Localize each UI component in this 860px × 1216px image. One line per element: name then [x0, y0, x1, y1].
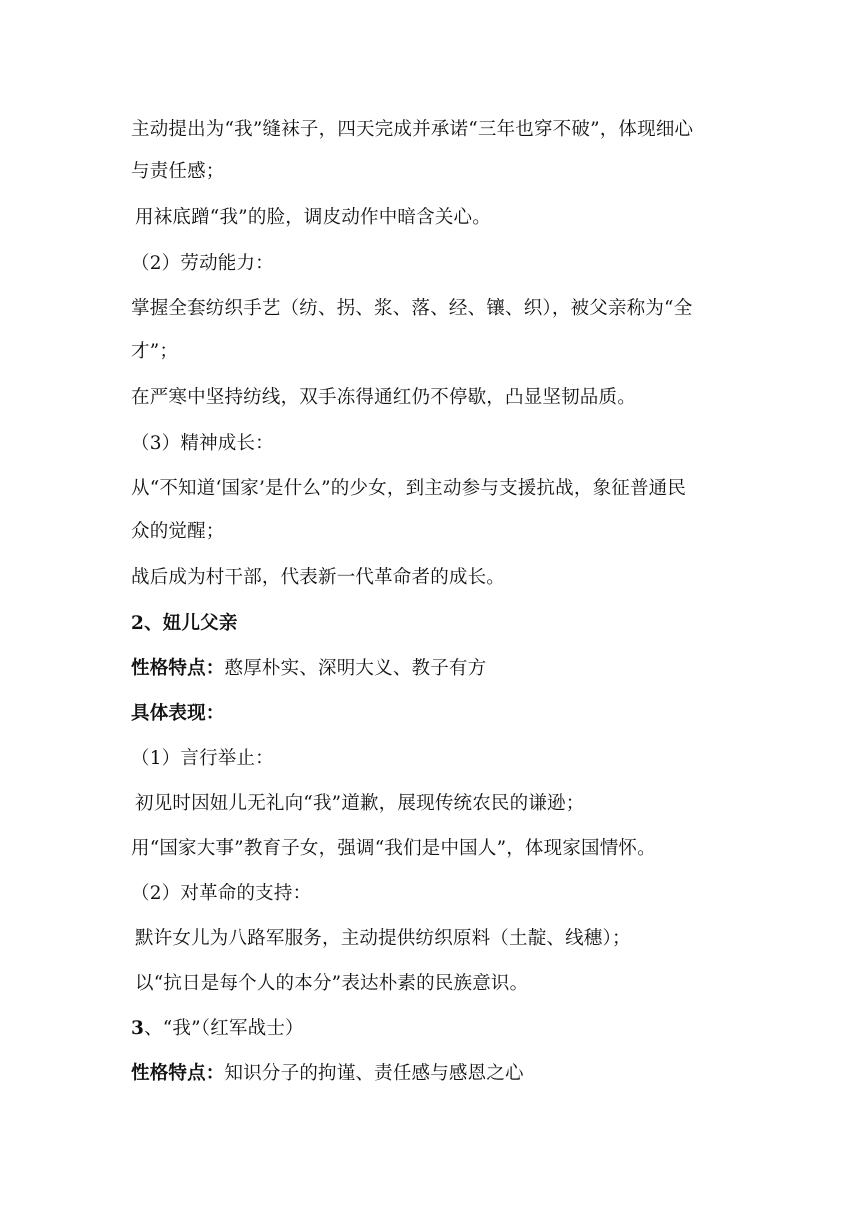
- subheading: （3）精神成长：: [131, 433, 274, 454]
- traits-line: [131, 656, 486, 682]
- section-title: 、“我”（红军战士）: [144, 1018, 304, 1039]
- paragraph-line: 从“不知道‘国家’是什么”的少女，到主动参与支援抗战，象征普通民: [131, 478, 687, 499]
- subheading: （1）言行举止：: [131, 748, 274, 769]
- paragraph-line: 主动提出为“我”缝袜子，四天完成并承诺“三年也穿不破”，体现细心: [131, 119, 694, 140]
- section-heading: [131, 1016, 304, 1042]
- paragraph-line: 在严寒中坚持纺线，双手冻得通红仍不停歇，凸显坚韧品质。: [131, 387, 636, 408]
- subheading: （2）劳动能力：: [131, 253, 274, 274]
- traits-text: 知识分子的拘谨、责任感与感恩之心: [224, 1063, 524, 1084]
- traits-label: 性格特点：: [131, 658, 225, 679]
- traits-label: 性格特点：: [131, 1063, 225, 1084]
- paragraph-line: 初见时因妞儿无礼向“我”道歉，展现传统农民的谦逊；: [135, 793, 585, 814]
- paragraph-line: 用“国家大事”教育子女，强调“我们是中国人”，体现家国情怀。: [131, 838, 656, 859]
- paragraph-line: 掌握全套纺织手艺（纺、拐、浆、落、经、镶、织），被父亲称为“全: [131, 298, 693, 319]
- traits-text: 憨厚朴实、深明大义、教子有方: [224, 658, 487, 679]
- subheading: （2）对革命的支持：: [131, 883, 312, 904]
- traits-line: [131, 1061, 524, 1087]
- section-heading: 2、妞儿父亲: [131, 613, 238, 634]
- subsection-label: 具体表现：: [131, 703, 225, 724]
- paragraph-line: 与责任感；: [131, 161, 225, 182]
- paragraph-line: 用袜底蹭“我”的脸，调皮动作中暗含关心。: [135, 207, 491, 228]
- paragraph-line: 众的觉醒；: [131, 521, 225, 542]
- paragraph-line: 才”；: [131, 341, 179, 362]
- paragraph-line: 战后成为村干部，代表新一代革命者的成长。: [131, 567, 506, 588]
- paragraph-line: 默许女儿为八路军服务，主动提供纺织原料（土靛、线穗）；: [135, 928, 631, 949]
- section-number: 3: [131, 1018, 145, 1039]
- paragraph-line: 以“抗日是每个人的本分”表达朴素的民族意识。: [135, 973, 529, 994]
